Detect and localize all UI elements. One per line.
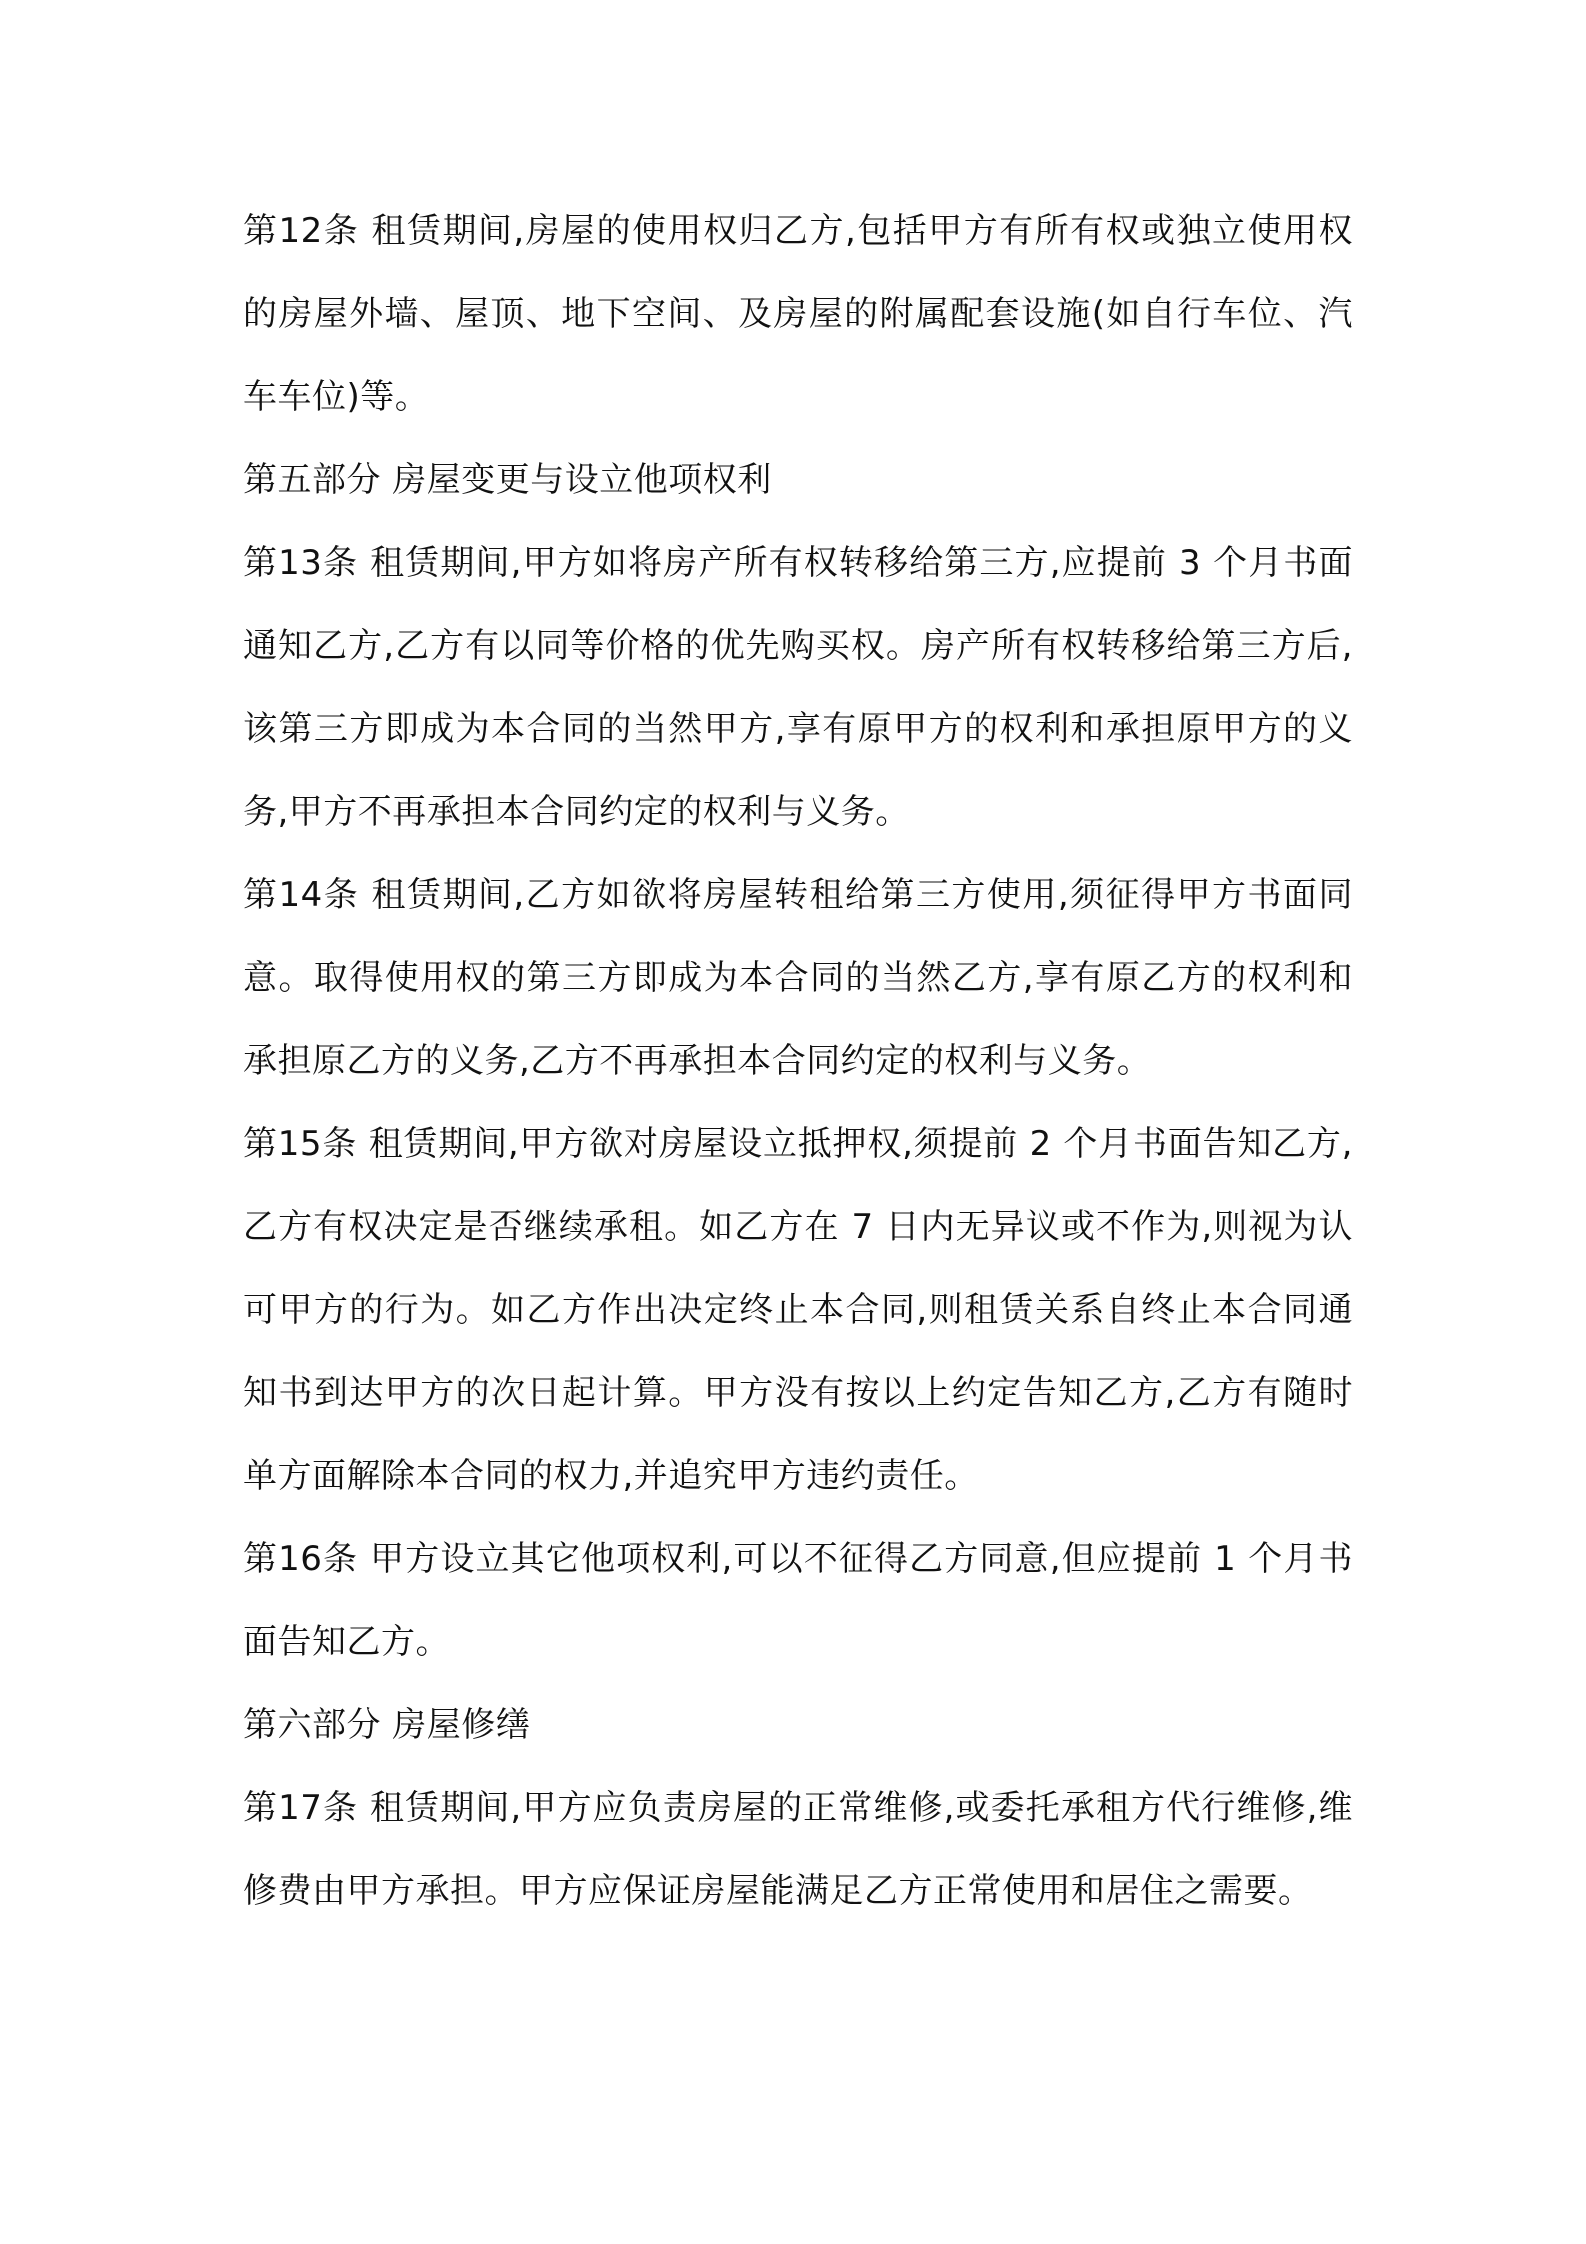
section-heading-part-5: 第五部分 房屋变更与设立他项权利 [243,460,772,500]
section-heading-part-6: 第六部分 房屋修缮 [243,1705,531,1745]
article-13: 第13条 租赁期间,甲方如将房产所有权转移给第三方,应提前 3 个月书面通知乙方,乙方有以同等价格的优先购买权。房产所有权转移给第三方后,该第三方即成为本合同的当然甲方,享有原甲方的权利和承担原甲方的义务,甲方不再承担本合同约定的权利与义务。 [243,543,1353,832]
article-16: 第16条 甲方设立其它他项权利,可以不征得乙方同意,但应提前 1 个月书面告知乙方。 [243,1539,1353,1662]
document-body [243,190,1353,1933]
article-12: 第12条 租赁期间,房屋的使用权归乙方,包括甲方有所有权或独立使用权的房屋外墙、屋顶、地下空间、及房屋的附属配套设施(如自行车位、汽车车位)等。 [243,211,1353,417]
article-17: 第17条 租赁期间,甲方应负责房屋的正常维修,或委托承租方代行维修,维修费由甲方承担。甲方应保证房屋能满足乙方正常使用和居住之需要。 [243,1788,1353,1911]
article-15: 第15条 租赁期间,甲方欲对房屋设立抵押权,须提前 2 个月书面告知乙方,乙方有权决定是否继续承租。如乙方在 7 日内无异议或不作为,则视为认可甲方的行为。如乙方作出决定终止本合同,则租赁关系自终止本合同通知书到达甲方的次日起计算。甲方没有按以上约定告知乙方,乙方有随时单方面解除本合同的权力,并追究甲方违约责任。 [243,1124,1353,1496]
article-14: 第14条 租赁期间,乙方如欲将房屋转租给第三方使用,须征得甲方书面同意。取得使用权的第三方即成为本合同的当然乙方,享有原乙方的权利和承担原乙方的义务,乙方不再承担本合同约定的权利与义务。 [243,875,1353,1081]
